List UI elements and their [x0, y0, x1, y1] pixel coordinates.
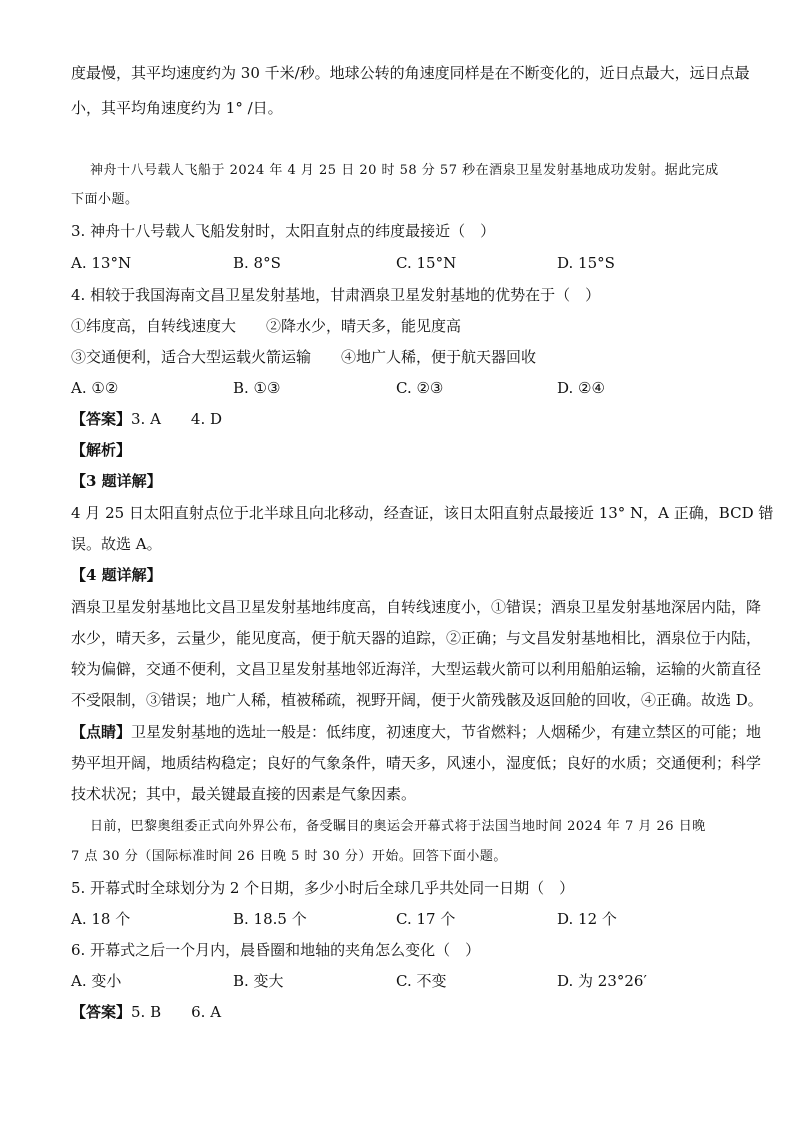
material-line: 神舟十八号载人飞船于 2024 年 4 月 25 日 20 时 58 分 57 秒在酒泉卫星发射基地成功发射。据此完成 [90, 163, 719, 178]
detail-4-line: 酒泉卫星发射基地比文昌卫星发射基地纬度高，自转线速度小，①错误；酒泉卫星发射基地深居内陆，降 [71, 598, 762, 616]
answer-text: 3. A 4. D [131, 410, 223, 428]
q3-option-c: C. 15°N [396, 254, 457, 272]
dianjing-line: 势平坦开阔，地质结构稳定；良好的气象条件，晴天多，风速小，湿度低；良好的水质；交通便利；科学 [71, 754, 762, 772]
text-line: 度最慢，其平均速度约为 30 千米/秒。地球公转的角速度同样是在不断变化的，近日点最大，远日点最 [71, 64, 750, 82]
question-5-stem: 5. 开幕式时全球划分为 2 个日期，多少小时后全球几乎共处同一日期（ ） [71, 879, 575, 897]
dianjing-block [71, 722, 761, 742]
detail-4-line: 较为偏僻，交通不便利，文昌卫星发射基地邻近海洋，大型运载火箭可以利用船舶运输，运输的火箭直径 [71, 660, 762, 678]
detail-3-line: 4 月 25 日太阳直射点位于北半球且向北移动，经查证，该日太阳直射点最接近 13° N，A 正确，BCD 错 [71, 504, 774, 522]
dianjing-line: 技术状况；其中，最关键最直接的因素是气象因素。 [71, 785, 417, 803]
question-6-stem: 6. 开幕式之后一个月内，晨昏圈和地轴的夹角怎么变化（ ） [71, 941, 481, 959]
q5-option-a: A. 18 个 [71, 910, 131, 928]
q4-option-b: B. ①③ [233, 379, 281, 397]
q5-option-d: D. 12 个 [557, 910, 617, 928]
detail-3-line: 误。故选 A。 [71, 535, 162, 553]
q6-option-b: B. 变大 [233, 972, 284, 990]
q3-option-a: A. 13°N [71, 254, 132, 272]
answer-tag: 【答案】 [71, 1003, 132, 1021]
q6-option-a: A. 变小 [71, 972, 122, 990]
material-line: 下面小题。 [71, 192, 139, 207]
material-line: 7 点 30 分（国际标准时间 26 日晚 5 时 30 分）开始。回答下面小题。 [71, 849, 507, 864]
text-line: 小，其平均角速度约为 1° /日。 [71, 99, 283, 117]
q4-option-d: D. ②④ [557, 379, 605, 397]
answer-tag: 【答案】 [71, 410, 132, 428]
q6-option-d: D. 为 23°26′ [557, 972, 647, 990]
answer-block [71, 1002, 221, 1022]
detail-3-tag: 【3 题详解】 [71, 472, 162, 490]
q4-option-a: A. ①② [71, 379, 119, 397]
dianjing-line: 卫星发射基地的选址一般是：低纬度，初速度大，节省燃料；人烟稀少，有建立禁区的可能；地 [131, 723, 762, 741]
dianjing-tag: 【点睛】 [71, 723, 132, 741]
q5-option-c: C. 17 个 [396, 910, 456, 928]
q3-option-b: B. 8°S [233, 254, 281, 272]
detail-4-line: 水少，晴天多，云量少，能见度高，便于航天器的追踪，②正确；与文昌发射基地相比，酒泉位于内陆， [71, 629, 762, 647]
material-line: 日前，巴黎奥组委正式向外界公布，备受瞩目的奥运会开幕式将于法国当地时间 2024 年 7 月 26 日晚 [90, 819, 706, 834]
question-4-stem: 4. 相较于我国海南文昌卫星发射基地，甘肃酒泉卫星发射基地的优势在于（ ） [71, 286, 601, 304]
question-3-stem: 3. 神舟十八号载人飞船发射时，太阳直射点的纬度最接近（ ） [71, 222, 496, 240]
answer-block [71, 409, 222, 429]
q4-statement: ①纬度高，自转线速度大 ②降水少，晴天多，能见度高 [71, 317, 462, 335]
q4-statement: ③交通便利，适合大型运载火箭运输 ④地广人稀，便于航天器回收 [71, 348, 537, 366]
answer-text: 5. B 6. A [131, 1003, 222, 1021]
detail-4-line: 不受限制，③错误；地广人稀，植被稀疏，视野开阔，便于火箭残骸及返回舱的回收，④正确。故选 D。 [71, 691, 763, 709]
q3-option-d: D. 15°S [557, 254, 615, 272]
detail-4-tag: 【4 题详解】 [71, 566, 162, 584]
q4-option-c: C. ②③ [396, 379, 444, 397]
q6-option-c: C. 不变 [396, 972, 447, 990]
analysis-tag: 【解析】 [71, 441, 132, 459]
q5-option-b: B. 18.5 个 [233, 910, 307, 928]
